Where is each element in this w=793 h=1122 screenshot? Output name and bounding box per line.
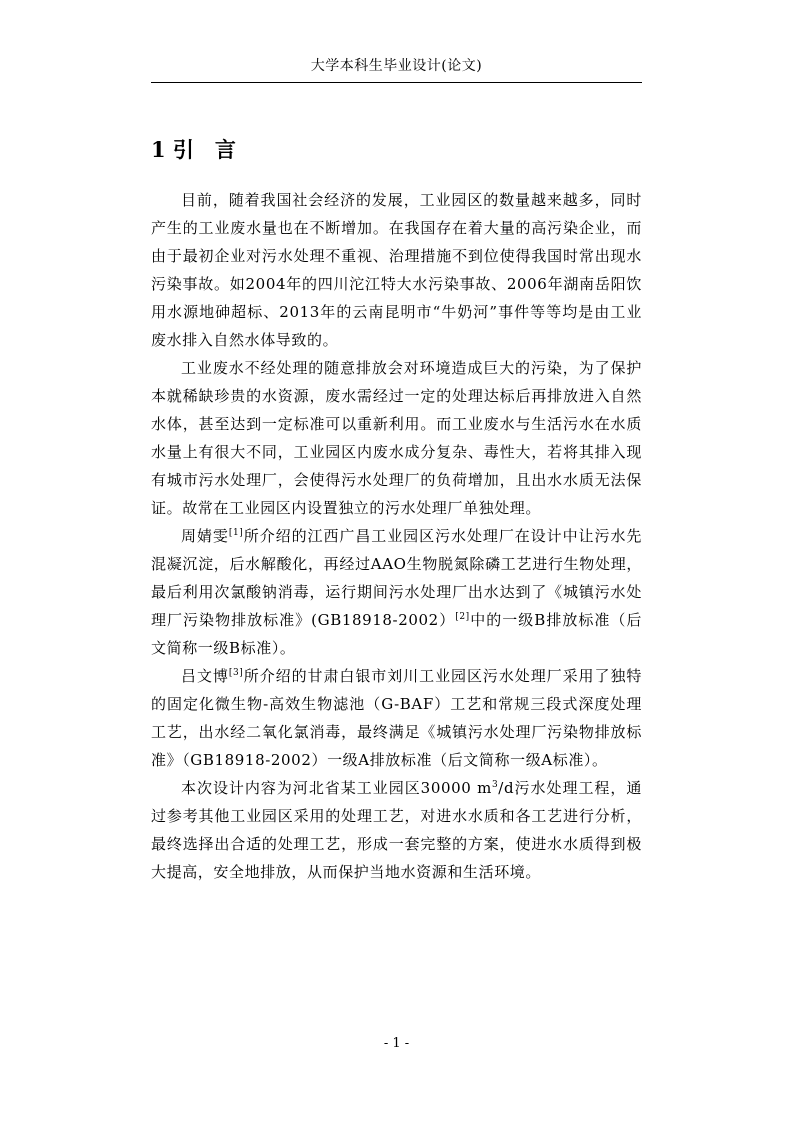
citation-ref-3: [3] xyxy=(228,668,244,678)
page-number: - 1 - xyxy=(383,1036,410,1051)
page-header: 大学本科生毕业设计(论文) xyxy=(310,58,483,74)
paragraph-5-text-b: /d污水处理工程，通过参考其他工业园区采用的处理工艺，对进水水质和各工艺进行分析，最终选择出合适的处理工艺，形成一套完整的方案，使进水水质得到极大提高，安全地排放，从而保护当地水资源和生活环境。 xyxy=(151,779,642,881)
paragraph-5 xyxy=(151,774,642,886)
citation-ref-1: [1] xyxy=(228,528,244,538)
paragraph-3 xyxy=(151,522,642,662)
paragraph-3-text-b: 所介绍的江西广昌工业园区污水处理厂在设计中让污水先混凝沉淀，后水解酸化，再经过AAO生物脱氮除磷工艺进行生物处理，最后利用次氯酸钠消毒，运行期间污水处理厂出水达到了《城镇污水处理厂污染物排放标准》(GB18918-2002） xyxy=(151,527,642,629)
chapter-title: 1 引 言 xyxy=(151,137,236,162)
paragraph-3-text-c: 中的一级B排放标准（后文简称一级B标准）。 xyxy=(151,611,643,657)
citation-ref-2: [2] xyxy=(455,612,470,622)
body-text xyxy=(151,186,642,886)
header-divider xyxy=(151,82,642,83)
paragraph-4-text-a: 吕文博 xyxy=(181,667,229,685)
paragraph-4 xyxy=(151,662,642,774)
paragraph-2: 工业废水不经处理的随意排放会对环境造成巨大的污染，为了保护本就稀缺珍贵的水资源，废水需经过一定的处理达标后再排放进入自然水体，甚至达到一定标准可以重新利用。而工业废水与生活污水在水质水量上有很大不同，工业园区内废水成分复杂、毒性大，若将其排入现有城市污水处理厂，会使得污水处理厂的负荷增加，且出水水质无法保证。故常在工业园区内设置独立的污水处理厂单独处理。 xyxy=(151,359,642,517)
paragraph-3-text-a: 周婧雯 xyxy=(181,527,229,545)
paragraph-5-text-a: 本次设计内容为河北省某工业园区30000 m xyxy=(181,779,492,797)
paragraph-1: 目前，随着我国社会经济的发展，工业园区的数量越来越多，同时产生的工业废水量也在不断增加。在我国存在着大量的高污染企业，而由于最初企业对污水处理不重视、治理措施不到位使得我国时常出现水污染事故。如2004年的四川沱江特大水污染事故、2006年湖南岳阳饮用水源地砷超标、2013年的云南昆明市“牛奶河”事件等等均是由工业废水排入自然水体导致的。 xyxy=(151,191,642,349)
unit-superscript: 3 xyxy=(491,780,499,790)
paragraph-4-text-b: 所介绍的甘肃白银市刘川工业园区污水处理厂采用了独特的固定化微生物-高效生物滤池（G-BAF）工艺和常规三段式深度处理工艺，出水经二氧化氯消毒，最终满足《城镇污水处理厂污染物排放标准》（GB18918-2002）一级A排放标准（后文简称一级A标准）。 xyxy=(151,667,642,769)
